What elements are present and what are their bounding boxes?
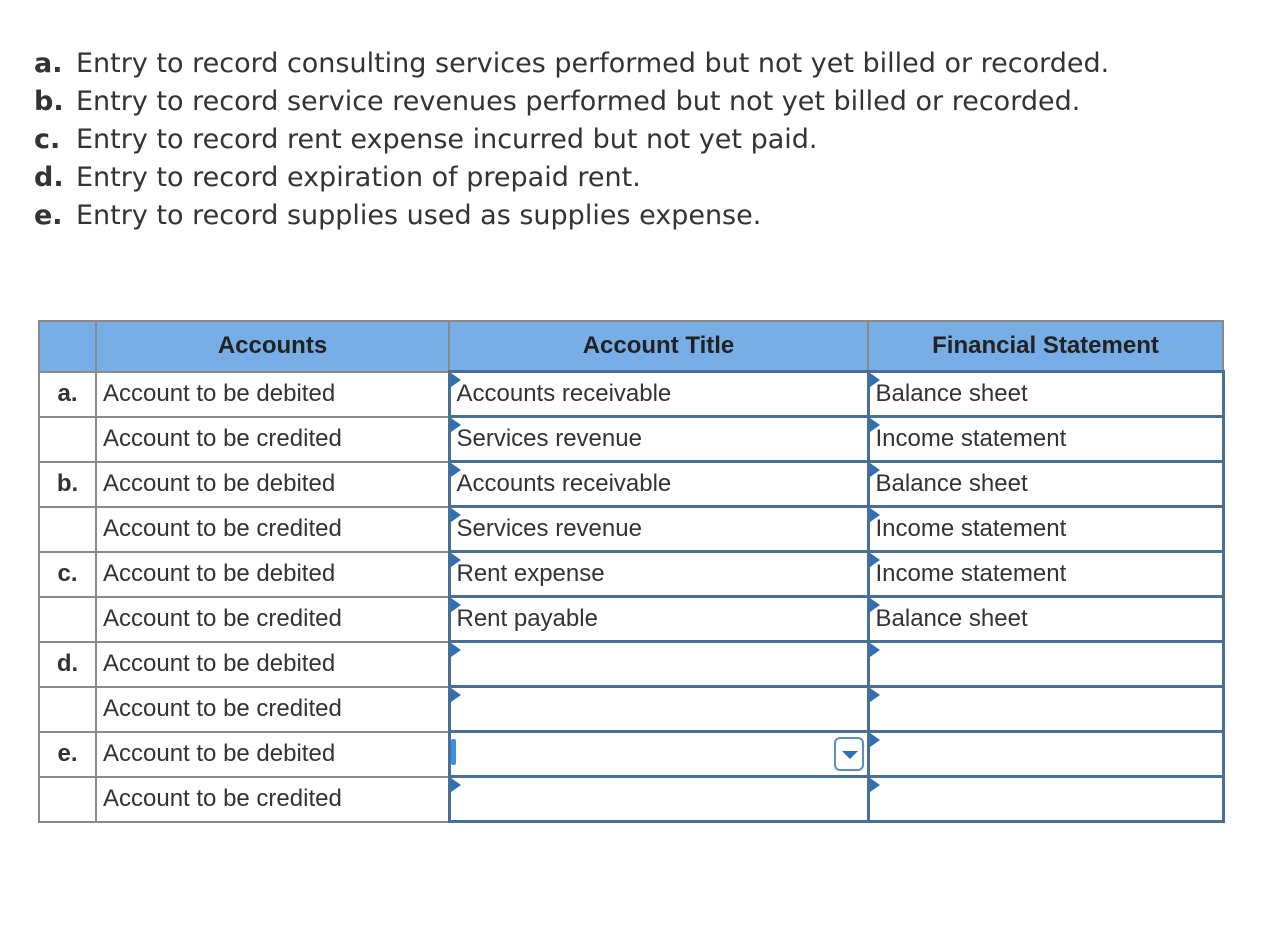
row-label: Account to be credited (96, 687, 449, 732)
table-row (39, 642, 1223, 687)
instruction-text: Entry to record service revenues performed but not yet billed or recorded. (76, 86, 1081, 117)
account-title-value: Rent expense (456, 560, 605, 587)
table-row (39, 417, 1223, 462)
row-letter (39, 597, 96, 642)
financial-statement-select[interactable] (868, 462, 1223, 507)
row-letter: b. (39, 462, 96, 507)
financial-statement-select[interactable] (868, 372, 1223, 417)
financial-statement-select[interactable] (868, 417, 1223, 462)
table-header-row (39, 321, 1223, 372)
instruction-letter: d. (34, 162, 64, 193)
account-title-select[interactable] (449, 372, 868, 417)
financial-statement-select[interactable] (868, 777, 1223, 822)
financial-statement-value: Income statement (875, 425, 1067, 452)
financial-statement-value: Balance sheet (875, 605, 1028, 632)
account-title-select[interactable] (449, 552, 868, 597)
financial-statement-select[interactable] (868, 552, 1223, 597)
financial-statement-value: Balance sheet (875, 380, 1028, 407)
financial-statement-select[interactable] (868, 642, 1223, 687)
instructions-list (34, 45, 1109, 235)
instruction-text: Entry to record supplies used as supplies expense. (76, 200, 762, 231)
instruction-letter: b. (34, 86, 64, 117)
instruction-text: Entry to record rent expense incurred but not yet paid. (76, 124, 818, 155)
row-label: Account to be credited (96, 417, 449, 462)
triangle-right-icon (870, 733, 880, 747)
financial-statement-value: Income statement (875, 560, 1067, 587)
instruction-b (34, 83, 1109, 121)
triangle-right-icon (451, 553, 461, 567)
row-label: Account to be debited (96, 642, 449, 687)
row-letter: d. (39, 642, 96, 687)
row-letter: e. (39, 732, 96, 777)
triangle-right-icon (451, 688, 461, 702)
account-title-value: Accounts receivable (456, 470, 672, 497)
account-title-select[interactable] (449, 507, 868, 552)
account-title-value: Services revenue (456, 515, 642, 542)
row-label: Account to be credited (96, 777, 449, 822)
table-row (39, 462, 1223, 507)
row-letter (39, 777, 96, 822)
triangle-right-icon (451, 508, 461, 522)
table-row (39, 597, 1223, 642)
instruction-e (34, 197, 1109, 235)
account-title-select[interactable] (449, 417, 868, 462)
instruction-c (34, 121, 1109, 159)
triangle-right-icon (870, 418, 880, 432)
instruction-a (34, 45, 1109, 83)
instruction-letter: c. (34, 124, 61, 155)
triangle-right-icon (870, 643, 880, 657)
financial-statement-select[interactable] (868, 597, 1223, 642)
table-row (39, 687, 1223, 732)
account-title-select[interactable] (449, 597, 868, 642)
triangle-right-icon (451, 643, 461, 657)
account-title-select[interactable] (449, 687, 868, 732)
instruction-text: Entry to record consulting services performed but not yet billed or recorded. (76, 48, 1110, 79)
instruction-text: Entry to record expiration of prepaid rent. (76, 162, 641, 193)
table-row (39, 372, 1223, 417)
row-letter: c. (39, 552, 96, 597)
account-title-select[interactable] (449, 732, 868, 777)
financial-statement-select[interactable] (868, 732, 1223, 777)
row-label: Account to be debited (96, 732, 449, 777)
header-financial-statement: Financial Statement (868, 321, 1223, 372)
row-label: Account to be debited (96, 552, 449, 597)
row-label: Account to be credited (96, 507, 449, 552)
instruction-letter: e. (34, 200, 63, 231)
chevron-down-icon (842, 751, 858, 759)
row-letter (39, 507, 96, 552)
financial-statement-value: Balance sheet (875, 470, 1028, 497)
account-title-value: Rent payable (456, 605, 598, 632)
triangle-right-icon (451, 463, 461, 477)
account-title-value: Services revenue (456, 425, 642, 452)
triangle-right-icon (451, 418, 461, 432)
row-label: Account to be credited (96, 597, 449, 642)
account-title-select[interactable] (449, 642, 868, 687)
header-account-title: Account Title (449, 321, 868, 372)
header-blank (39, 321, 96, 372)
account-title-select[interactable] (449, 777, 868, 822)
row-letter: a. (39, 372, 96, 417)
triangle-right-icon (870, 778, 880, 792)
triangle-right-icon (870, 598, 880, 612)
financial-statement-value: Income statement (875, 515, 1067, 542)
financial-statement-select[interactable] (868, 687, 1223, 732)
triangle-right-icon (870, 553, 880, 567)
row-label: Account to be debited (96, 462, 449, 507)
instruction-letter: a. (34, 48, 63, 79)
journal-entry-table (38, 320, 1225, 823)
header-accounts: Accounts (96, 321, 449, 372)
financial-statement-select[interactable] (868, 507, 1223, 552)
account-title-value: Accounts receivable (456, 380, 672, 407)
triangle-right-icon (451, 778, 461, 792)
triangle-right-icon (870, 508, 880, 522)
instruction-d (34, 159, 1109, 197)
triangle-right-icon (870, 688, 880, 702)
dropdown-toggle-button[interactable] (834, 737, 864, 771)
row-letter (39, 417, 96, 462)
triangle-right-icon (451, 373, 461, 387)
row-label: Account to be debited (96, 372, 449, 417)
table-row (39, 732, 1223, 777)
triangle-right-icon (870, 463, 880, 477)
triangle-right-icon (870, 373, 880, 387)
table-row (39, 777, 1223, 822)
text-cursor (451, 739, 456, 765)
triangle-right-icon (451, 598, 461, 612)
row-letter (39, 687, 96, 732)
account-title-select[interactable] (449, 462, 868, 507)
table-row (39, 507, 1223, 552)
table-row (39, 552, 1223, 597)
